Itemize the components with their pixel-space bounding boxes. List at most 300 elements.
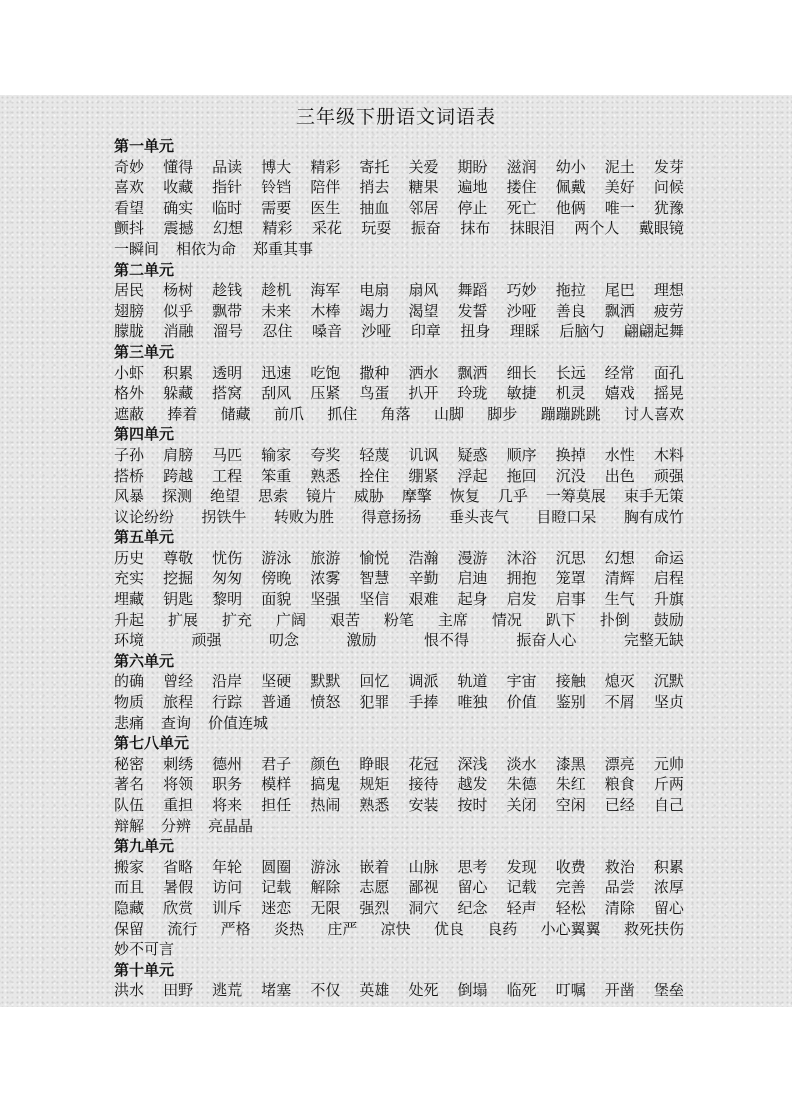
vocab-word: 搞鬼 [310,775,341,794]
word-line [114,466,684,487]
vocab-word: 绝望 [209,487,240,506]
vocab-word: 子孙 [114,445,145,464]
vocab-word: 扑倒 [599,610,630,629]
vocab-word: 洒水 [408,363,439,382]
vocab-word: 陪伴 [310,178,341,197]
vocab-word: 面孔 [653,363,684,382]
vocab-word: 已经 [604,796,635,814]
vocab-word: 省略 [163,857,194,876]
unit-heading: 第十单元 [114,960,175,979]
vocab-word: 关闭 [506,796,537,814]
vocab-word: 死亡 [506,198,537,217]
vocab-word: 生气 [604,590,635,609]
vocab-word: 舞蹈 [457,281,488,300]
word-line [114,980,684,1001]
vocab-word: 埋藏 [114,590,145,609]
vocab-word: 强烈 [359,898,390,917]
vocab-word: 价值 [506,693,537,712]
vocab-word: 嵌着 [359,857,390,876]
vocab-word: 手捧 [408,693,439,712]
vocab-word: 启程 [653,569,684,588]
vocab-word: 情况 [491,610,522,629]
vocab-word: 尾巴 [604,281,635,300]
vocab-word: 漆黑 [555,754,586,773]
vocab-word: 几乎 [497,487,528,506]
vocab-word: 越发 [457,775,488,794]
vocab-word: 逃荒 [212,981,243,1000]
vocab-word: 顽强 [191,631,222,650]
vocab-word: 升旗 [653,590,684,609]
vocab-word: 遮蔽 [114,404,145,423]
vocab-word: 黎明 [212,590,243,609]
vocab-word: 发芽 [653,157,684,176]
vocab-word: 邻居 [408,198,439,217]
vocab-word: 清辉 [604,569,635,588]
vocab-word: 忧伤 [212,548,243,567]
vocab-word: 拖拉 [555,281,586,300]
vocab-word: 愤怒 [310,693,341,712]
vocab-word: 沉思 [555,548,586,567]
vocab-word: 脚步 [487,404,518,423]
vocab-word: 将来 [212,796,243,814]
vocab-word: 拐铁牛 [201,507,247,526]
vocab-word: 摩擎 [401,487,432,506]
vocab-word: 漫游 [457,548,488,567]
vocab-word: 期盼 [457,157,488,176]
vocab-word: 解除 [310,878,341,897]
vocab-word: 品读 [212,157,243,176]
vocab-word: 积累 [163,363,194,382]
vocab-word: 镜片 [305,487,336,506]
word-line [114,383,684,404]
vocab-word: 玩耍 [361,219,392,238]
vocab-word: 启事 [555,590,586,609]
vocab-word: 鼓励 [653,610,684,629]
vocab-word: 目瞪口呆 [536,507,597,526]
vocab-word: 扭身 [460,322,491,341]
vocab-word: 储藏 [220,404,251,423]
vocab-word: 职务 [212,775,243,794]
vocab-word: 海军 [310,281,341,300]
vocab-word: 队伍 [114,796,145,814]
vocab-word: 抓住 [327,404,358,423]
vocab-word: 挖掘 [163,569,194,588]
vocab-word: 幻想 [212,219,243,238]
vocab-word: 嬉戏 [604,384,635,403]
vocab-word: 山脚 [433,404,464,423]
vocab-word: 马匹 [212,445,243,464]
vocab-word: 两个人 [574,219,620,238]
vocab-word: 炎热 [273,919,304,938]
vocab-word: 犯罪 [359,693,390,712]
vocab-word: 安装 [408,796,439,814]
vocab-word: 洪水 [114,981,145,1000]
word-line [114,919,684,940]
vocab-word: 浓厚 [653,878,684,897]
word-line [114,239,684,260]
word-line [114,218,684,239]
vocab-word: 捎去 [359,178,390,197]
vocab-word: 沙哑 [361,322,392,341]
vocab-word: 熄灭 [604,672,635,691]
vocab-word: 留心 [653,898,684,917]
vocab-word: 庄严 [327,919,358,938]
vocab-word: 看望 [114,198,145,217]
vocab-word: 的确 [114,672,145,691]
vocab-word: 搭窝 [212,384,243,403]
vocab-word: 遍地 [457,178,488,197]
vocab-word: 留心 [457,878,488,897]
vocab-word: 鄙视 [408,878,439,897]
vocab-word: 需要 [261,198,292,217]
word-line [114,548,684,569]
vocab-word: 辩解 [114,816,145,835]
vocab-word: 救死扶伤 [623,919,684,938]
vocab-word: 粉笔 [383,610,414,629]
vocab-word: 巧妙 [506,281,537,300]
vocab-word: 花冠 [408,754,439,773]
vocab-word: 胸有成竹 [623,507,684,526]
unit-heading: 第九单元 [114,837,175,856]
vocab-word: 消融 [163,322,194,341]
word-line [114,301,684,322]
vocab-word: 德州 [212,754,243,773]
vocab-word: 升起 [114,610,145,629]
vocab-word: 严格 [220,919,251,938]
vocab-word: 坚强 [310,590,341,609]
word-line [114,754,684,775]
vocab-word: 艰难 [408,590,439,609]
vocab-word: 记载 [506,878,537,897]
vocab-word: 拥抱 [506,569,537,588]
vocab-word: 恢复 [449,487,480,506]
vocab-word: 游泳 [261,548,292,567]
vocab-word: 理想 [653,281,684,300]
vocab-word: 坚信 [359,590,390,609]
vocab-word: 回忆 [359,672,390,691]
vocab-word: 命运 [653,548,684,567]
vocab-word: 沉没 [555,466,586,485]
word-line [114,507,684,528]
vocab-word: 艰苦 [329,610,360,629]
vocab-word: 笼罩 [555,569,586,588]
unit-heading: 第七八单元 [114,734,190,753]
unit-heading: 第四单元 [114,425,175,444]
vocab-word: 忍住 [262,322,293,341]
vocab-word: 轻蔑 [359,445,390,464]
vocabulary-list [114,136,684,1001]
vocab-word: 溜号 [212,322,243,341]
vocab-word: 出色 [604,466,635,485]
word-line [114,671,684,692]
vocab-word: 积累 [653,857,684,876]
vocab-word: 似乎 [163,301,194,320]
vocab-word: 透明 [212,363,243,382]
vocab-word: 振奋人心 [516,631,577,650]
vocab-word: 拴住 [359,466,390,485]
vocab-word: 飘洒 [604,301,635,320]
vocab-word: 坚贞 [653,693,684,712]
vocab-word: 思索 [257,487,288,506]
vocab-word: 深浅 [457,754,488,773]
vocab-word: 扒开 [408,384,439,403]
vocab-word: 他俩 [555,198,586,217]
vocab-word: 志愿 [359,878,390,897]
vocab-word: 抽血 [359,198,390,217]
word-line [114,198,684,219]
vocab-word: 精彩 [262,219,293,238]
word-line [114,280,684,301]
vocab-word: 朱德 [506,775,537,794]
vocab-word: 相依为命 [176,239,237,258]
vocab-word: 精彩 [310,157,341,176]
vocab-word: 佩戴 [555,178,586,197]
vocab-word: 戴眼镜 [638,219,684,238]
vocab-word: 叮嘱 [555,981,586,1000]
vocab-word: 山脉 [408,857,439,876]
vocab-word: 细长 [506,363,537,382]
vocab-word: 接触 [555,672,586,691]
vocab-word: 趁机 [261,281,292,300]
vocab-word: 收藏 [163,178,194,197]
vocab-word: 飘洒 [457,363,488,382]
vocab-word: 鉴别 [555,693,586,712]
vocab-word: 纪念 [457,898,488,917]
vocab-word: 傍晚 [261,569,292,588]
vocab-word: 自己 [653,796,684,814]
vocab-word: 救治 [604,857,635,876]
vocab-word: 良药 [487,919,518,938]
vocab-word: 得意扬扬 [361,507,422,526]
vocab-word: 价值连城 [208,713,269,732]
vocab-word: 震撼 [163,219,194,238]
vocab-word: 唯一 [604,198,635,217]
vocab-word: 前爪 [273,404,304,423]
vocab-word: 轻松 [555,898,586,917]
vocab-word: 分辨 [161,816,192,835]
vocab-word: 疲劳 [653,301,684,320]
vocab-word: 躲藏 [163,384,194,403]
vocab-word: 而且 [114,878,145,897]
vocab-word: 问候 [653,178,684,197]
vocab-word: 圆圈 [261,857,292,876]
word-line [114,774,684,795]
word-line [114,610,684,631]
vocab-word: 博大 [261,157,292,176]
vocab-word: 重担 [163,796,194,814]
vocab-word: 输家 [261,445,292,464]
vocab-word: 面貌 [261,590,292,609]
vocab-word: 竭力 [359,301,390,320]
word-line [114,177,684,198]
vocab-word: 亮晶晶 [208,816,254,835]
vocab-word: 思考 [457,857,488,876]
vocab-word: 吃饱 [310,363,341,382]
vocab-word: 空闲 [555,796,586,814]
page-title: 三年级下册语文词语表 [295,106,496,128]
vocab-word: 幻想 [604,548,635,567]
vocab-word: 刮风 [261,384,292,403]
vocab-word: 压紧 [310,384,341,403]
vocab-word: 角落 [380,404,411,423]
vocab-word: 沿岸 [212,672,243,691]
vocab-word: 起身 [457,590,488,609]
word-line [114,568,684,589]
vocab-word: 物质 [114,693,145,712]
vocab-word: 嗓音 [311,322,342,341]
vocab-word: 铃铛 [261,178,292,197]
vocab-word: 旅程 [163,693,194,712]
vocab-word: 捧着 [167,404,198,423]
vocab-word: 浮起 [457,466,488,485]
vocab-word: 杨树 [163,281,194,300]
vocab-word: 居民 [114,281,145,300]
vocab-word: 接待 [408,775,439,794]
vocab-word: 热闹 [310,796,341,814]
vocab-word: 堵塞 [261,981,292,1000]
vocab-word: 关爱 [408,157,439,176]
vocab-word: 垂头丧气 [448,507,509,526]
word-line [114,157,684,178]
vocab-word: 收费 [555,857,586,876]
vocab-word: 愉悦 [359,548,390,567]
word-line [114,321,684,342]
word-line [114,816,684,837]
vocab-word: 顺序 [506,445,537,464]
vocab-word: 担任 [261,796,292,814]
vocab-word: 讨人喜欢 [623,404,684,423]
vocab-word: 完善 [555,878,586,897]
vocab-word: 朦胧 [114,322,145,341]
vocab-word: 扇风 [408,281,439,300]
vocab-word: 滋润 [506,157,537,176]
vocab-word: 医生 [310,198,341,217]
word-line [114,363,684,384]
vocab-word: 议论纷纷 [114,507,175,526]
unit-heading: 第三单元 [114,342,175,361]
word-line [114,857,684,878]
word-line [114,877,684,898]
vocab-word: 颜色 [310,754,341,773]
vocab-word: 规矩 [359,775,390,794]
vocab-word: 环境 [114,631,145,650]
vocab-word: 启发 [506,590,537,609]
vocab-word: 模样 [261,775,292,794]
word-line [114,486,684,507]
vocab-word: 泥土 [604,157,635,176]
vocab-word: 临时 [212,198,243,217]
vocab-word: 秘密 [114,754,145,773]
vocab-word: 刺绣 [163,754,194,773]
vocab-word: 洞穴 [408,898,439,917]
vocab-word: 玲珑 [457,384,488,403]
vocab-word: 小心翼翼 [540,919,601,938]
vocab-word: 长远 [555,363,586,382]
vocab-word: 宇宙 [506,672,537,691]
vocab-word: 搬家 [114,857,145,876]
vocab-word: 调派 [408,672,439,691]
vocab-word: 斤两 [653,775,684,794]
word-line [114,795,684,816]
word-line [114,589,684,610]
vocab-word: 飘带 [212,301,243,320]
vocab-word: 保留 [114,919,145,938]
vocab-word: 理睬 [509,322,540,341]
vocab-word: 广阔 [275,610,306,629]
vocab-word: 转败为胜 [273,507,334,526]
vocab-word: 朱红 [555,775,586,794]
vocab-word: 探测 [161,487,192,506]
vocab-word: 发誓 [457,301,488,320]
vocab-word: 元帅 [653,754,684,773]
vocab-word: 一筹莫展 [545,487,606,506]
vocab-word: 品尝 [604,878,635,897]
vocab-word: 绷紧 [408,466,439,485]
word-line [114,445,684,466]
vocab-word: 清除 [604,898,635,917]
vocab-word: 威胁 [353,487,384,506]
vocab-word: 郑重其事 [253,239,314,258]
vocab-word: 搂住 [506,178,537,197]
vocab-word: 寄托 [359,157,390,176]
vocab-word: 电扇 [359,281,390,300]
vocab-word: 按时 [457,796,488,814]
vocab-word: 幼小 [555,157,586,176]
vocab-word: 喜欢 [114,178,145,197]
vocab-word: 不仅 [310,981,341,1000]
vocab-word: 水性 [604,445,635,464]
vocab-word: 搭桥 [114,466,145,485]
vocab-word: 将领 [163,775,194,794]
vocab-word: 英雄 [359,981,390,1000]
vocab-word: 唯独 [457,693,488,712]
vocab-word: 束手无策 [623,487,684,506]
vocab-word: 机灵 [555,384,586,403]
vocab-word: 流行 [167,919,198,938]
vocab-word: 停止 [457,198,488,217]
word-line [114,630,684,651]
vocab-word: 历史 [114,548,145,567]
vocab-word: 熟悉 [310,466,341,485]
word-line [114,939,684,960]
vocab-word: 拖回 [506,466,537,485]
vocab-word: 鸟蛋 [359,384,390,403]
vocab-word: 行踪 [212,693,243,712]
vocab-word: 悲痛 [114,713,145,732]
vocab-word: 后脑勺 [559,322,605,341]
vocab-word: 堡垒 [653,981,684,1000]
vocab-word: 旅游 [310,548,341,567]
vocab-word: 辛勤 [408,569,439,588]
vocab-word: 轻声 [506,898,537,917]
vocab-word: 美好 [604,178,635,197]
vocab-word: 临死 [506,981,537,1000]
vocab-word: 默默 [310,672,341,691]
vocab-word: 浓雾 [310,569,341,588]
vocab-word: 开凿 [604,981,635,1000]
vocab-word: 坚硬 [261,672,292,691]
unit-heading: 第六单元 [114,651,175,670]
vocab-word: 敏捷 [506,384,537,403]
vocab-word: 漂亮 [604,754,635,773]
vocab-word: 智慧 [359,569,390,588]
vocab-word: 趴下 [545,610,576,629]
vocab-word: 粮食 [604,775,635,794]
vocab-word: 轨道 [457,672,488,691]
vocab-word: 主席 [437,610,468,629]
vocab-word: 讥讽 [408,445,439,464]
vocab-word: 优良 [433,919,464,938]
